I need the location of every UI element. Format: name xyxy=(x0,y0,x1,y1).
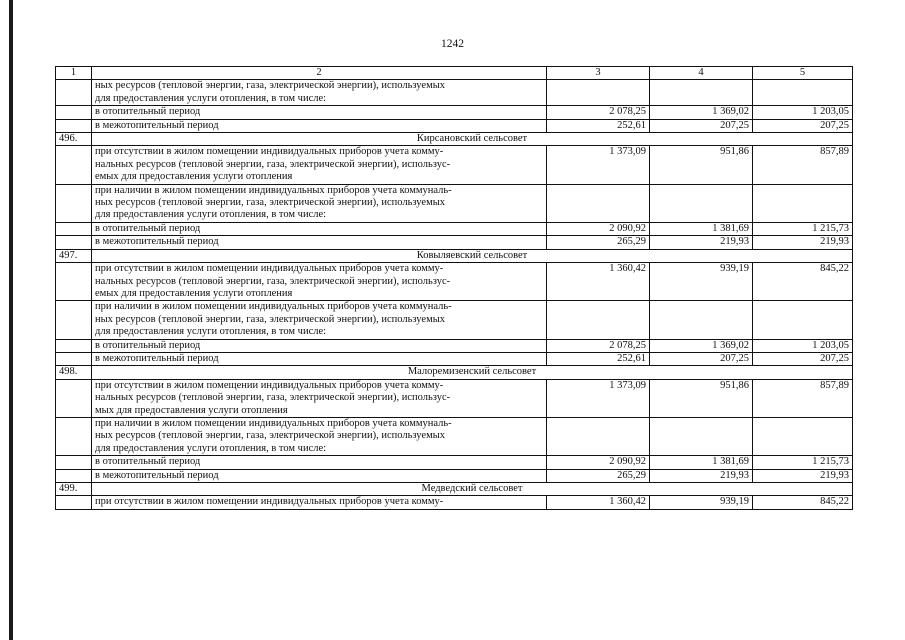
description-line: ных ресурсов (тепловой энергии, газа, электрической энергии), используемых xyxy=(95,197,446,209)
description-line: в отопительный период xyxy=(95,106,201,118)
description-line: при отсутствии в жилом помещении индивидуальных приборов учета комму- xyxy=(95,496,444,508)
value-col-4 xyxy=(650,80,753,106)
value-row xyxy=(56,119,853,132)
description-cell xyxy=(92,236,547,249)
value-col-3: 2 078,25 xyxy=(547,106,650,119)
description-line: при отсутствии в жилом помещении индивидуальных приборов учета комму- xyxy=(95,146,444,158)
description-cell xyxy=(92,146,547,184)
value-col-3: 1 373,09 xyxy=(547,379,650,417)
value-col-3: 265,29 xyxy=(547,236,650,249)
value-col-5: 857,89 xyxy=(753,146,853,184)
value-col-5: 845,22 xyxy=(753,263,853,301)
section-title: Ковыляевский сельсовет xyxy=(92,249,853,262)
description-cell xyxy=(92,301,547,339)
value-col-3 xyxy=(547,184,650,222)
section-row xyxy=(56,249,853,262)
description-line: емых для предоставления услуги отопления xyxy=(95,171,293,183)
value-col-3 xyxy=(547,417,650,455)
description-line: мых для предоставления услуги отопления xyxy=(95,404,288,416)
description-cell xyxy=(92,222,547,235)
description-row xyxy=(56,146,853,184)
value-col-5 xyxy=(753,301,853,339)
value-col-3 xyxy=(547,301,650,339)
value-col-5: 207,25 xyxy=(753,352,853,365)
value-col-5: 845,22 xyxy=(753,496,853,509)
value-col-3: 1 360,42 xyxy=(547,496,650,509)
page-edge-bar xyxy=(9,0,13,640)
value-col-4: 1 381,69 xyxy=(650,456,753,469)
description-row xyxy=(56,379,853,417)
description-line: для предоставления услуги отопления, в том числе: xyxy=(95,442,327,454)
value-col-5: 1 215,73 xyxy=(753,456,853,469)
value-col-4: 939,19 xyxy=(650,263,753,301)
value-row xyxy=(56,236,853,249)
value-col-5: 1 203,05 xyxy=(753,339,853,352)
description-line: для предоставления услуги отопления, в том числе: xyxy=(95,209,327,221)
section-row xyxy=(56,483,853,496)
section-row xyxy=(56,366,853,379)
description-cell xyxy=(92,263,547,301)
value-col-4: 1 369,02 xyxy=(650,339,753,352)
header-col-4: 4 xyxy=(650,67,753,80)
value-col-4 xyxy=(650,301,753,339)
value-col-5: 1 203,05 xyxy=(753,106,853,119)
header-col-3: 3 xyxy=(547,67,650,80)
value-col-5: 857,89 xyxy=(753,379,853,417)
description-line: нальных ресурсов (тепловой энергии, газа, электрической энергии), использус- xyxy=(95,158,451,170)
description-cell xyxy=(92,184,547,222)
value-row xyxy=(56,106,853,119)
description-line: при отсутствии в жилом помещении индивидуальных приборов учета комму- xyxy=(95,263,444,275)
value-col-5 xyxy=(753,184,853,222)
header-col-1: 1 xyxy=(56,67,92,80)
row-number-cell xyxy=(56,106,92,119)
value-col-4: 219,93 xyxy=(650,469,753,482)
description-line: емых для предоставления услуги отопления xyxy=(95,287,293,299)
row-number-cell xyxy=(56,80,92,106)
description-line: при наличии в жилом помещении индивидуальных приборов учета коммуналь- xyxy=(95,184,452,196)
value-col-5: 219,93 xyxy=(753,469,853,482)
row-number-cell xyxy=(56,469,92,482)
description-line: в межотопительный период xyxy=(95,119,219,131)
value-row xyxy=(56,456,853,469)
row-number-cell xyxy=(56,146,92,184)
section-row xyxy=(56,133,853,146)
description-line: ных ресурсов (тепловой энергии, газа, электрической энергии), используемых xyxy=(95,80,446,92)
row-number-cell xyxy=(56,417,92,455)
description-line: в межотопительный период xyxy=(95,352,219,364)
description-line: для предоставления услуги отопления, в том числе: xyxy=(95,92,327,104)
value-col-4: 939,19 xyxy=(650,496,753,509)
row-number-cell xyxy=(56,352,92,365)
description-line: при отсутствии в жилом помещении индивидуальных приборов учета комму- xyxy=(95,379,444,391)
row-number-cell xyxy=(56,456,92,469)
description-cell xyxy=(92,119,547,132)
value-col-3 xyxy=(547,80,650,106)
value-col-5: 1 215,73 xyxy=(753,222,853,235)
section-title: Малоремизенский сельсовет xyxy=(92,366,853,379)
description-cell xyxy=(92,339,547,352)
description-line: ных ресурсов (тепловой энергии, газа, электрической энергии), используемых xyxy=(95,313,446,325)
section-number: 497. xyxy=(56,249,92,262)
description-row xyxy=(56,263,853,301)
value-col-3: 2 090,92 xyxy=(547,222,650,235)
value-col-4: 951,86 xyxy=(650,146,753,184)
description-cell xyxy=(92,469,547,482)
value-col-4: 1 369,02 xyxy=(650,106,753,119)
section-number: 498. xyxy=(56,366,92,379)
value-row xyxy=(56,222,853,235)
value-col-5 xyxy=(753,80,853,106)
row-number-cell xyxy=(56,379,92,417)
value-col-4 xyxy=(650,417,753,455)
row-number-cell xyxy=(56,496,92,509)
section-title: Медведский сельсовет xyxy=(92,483,853,496)
value-col-5: 207,25 xyxy=(753,119,853,132)
description-line: для предоставления услуги отопления, в том числе: xyxy=(95,326,327,338)
row-number-cell xyxy=(56,184,92,222)
table-header-row xyxy=(56,67,853,80)
value-row xyxy=(56,352,853,365)
header-col-2: 2 xyxy=(92,67,547,80)
value-col-4: 1 381,69 xyxy=(650,222,753,235)
value-col-4: 207,25 xyxy=(650,352,753,365)
description-cell xyxy=(92,379,547,417)
row-number-cell xyxy=(56,263,92,301)
value-col-5 xyxy=(753,417,853,455)
value-col-3: 252,61 xyxy=(547,119,650,132)
description-cell xyxy=(92,456,547,469)
tariff-table xyxy=(55,66,853,510)
row-number-cell xyxy=(56,339,92,352)
row-number-cell xyxy=(56,119,92,132)
section-number: 496. xyxy=(56,133,92,146)
row-number-cell xyxy=(56,301,92,339)
value-col-3: 2 078,25 xyxy=(547,339,650,352)
description-line: в отопительный период xyxy=(95,339,201,351)
description-line: в отопительный период xyxy=(95,222,201,234)
description-row xyxy=(56,80,853,106)
description-line: ных ресурсов (тепловой энергии, газа, электрической энергии), используемых xyxy=(95,430,446,442)
description-line: при наличии в жилом помещении индивидуальных приборов учета коммуналь- xyxy=(95,301,452,313)
value-col-3: 1 360,42 xyxy=(547,263,650,301)
description-line: при наличии в жилом помещении индивидуальных приборов учета коммуналь- xyxy=(95,417,452,429)
value-row xyxy=(56,469,853,482)
description-line: нальных ресурсов (тепловой энергии, газа, электрической энергии), использус- xyxy=(95,392,451,404)
value-col-4 xyxy=(650,184,753,222)
value-col-3: 252,61 xyxy=(547,352,650,365)
description-line: в межотопительный период xyxy=(95,469,219,481)
value-col-4: 951,86 xyxy=(650,379,753,417)
section-title: Кирсановский сельсовет xyxy=(92,133,853,146)
description-line: нальных ресурсов (тепловой энергии, газа, электрической энергии), использус- xyxy=(95,275,451,287)
tariff-table-body xyxy=(56,67,853,510)
header-col-5: 5 xyxy=(753,67,853,80)
description-row xyxy=(56,301,853,339)
value-col-5: 219,93 xyxy=(753,236,853,249)
section-number: 499. xyxy=(56,483,92,496)
description-line: в отопительный период xyxy=(95,456,201,468)
value-col-3: 2 090,92 xyxy=(547,456,650,469)
description-cell xyxy=(92,80,547,106)
description-cell xyxy=(92,496,547,509)
value-col-4: 207,25 xyxy=(650,119,753,132)
value-col-3: 265,29 xyxy=(547,469,650,482)
page-number: 1242 xyxy=(441,38,464,50)
row-number-cell xyxy=(56,236,92,249)
description-cell xyxy=(92,352,547,365)
value-row xyxy=(56,339,853,352)
value-col-3: 1 373,09 xyxy=(547,146,650,184)
description-line: в межотопительный период xyxy=(95,236,219,248)
description-cell xyxy=(92,417,547,455)
description-cell xyxy=(92,106,547,119)
row-number-cell xyxy=(56,222,92,235)
value-col-4: 219,93 xyxy=(650,236,753,249)
description-row xyxy=(56,496,853,509)
description-row xyxy=(56,417,853,455)
description-row xyxy=(56,184,853,222)
